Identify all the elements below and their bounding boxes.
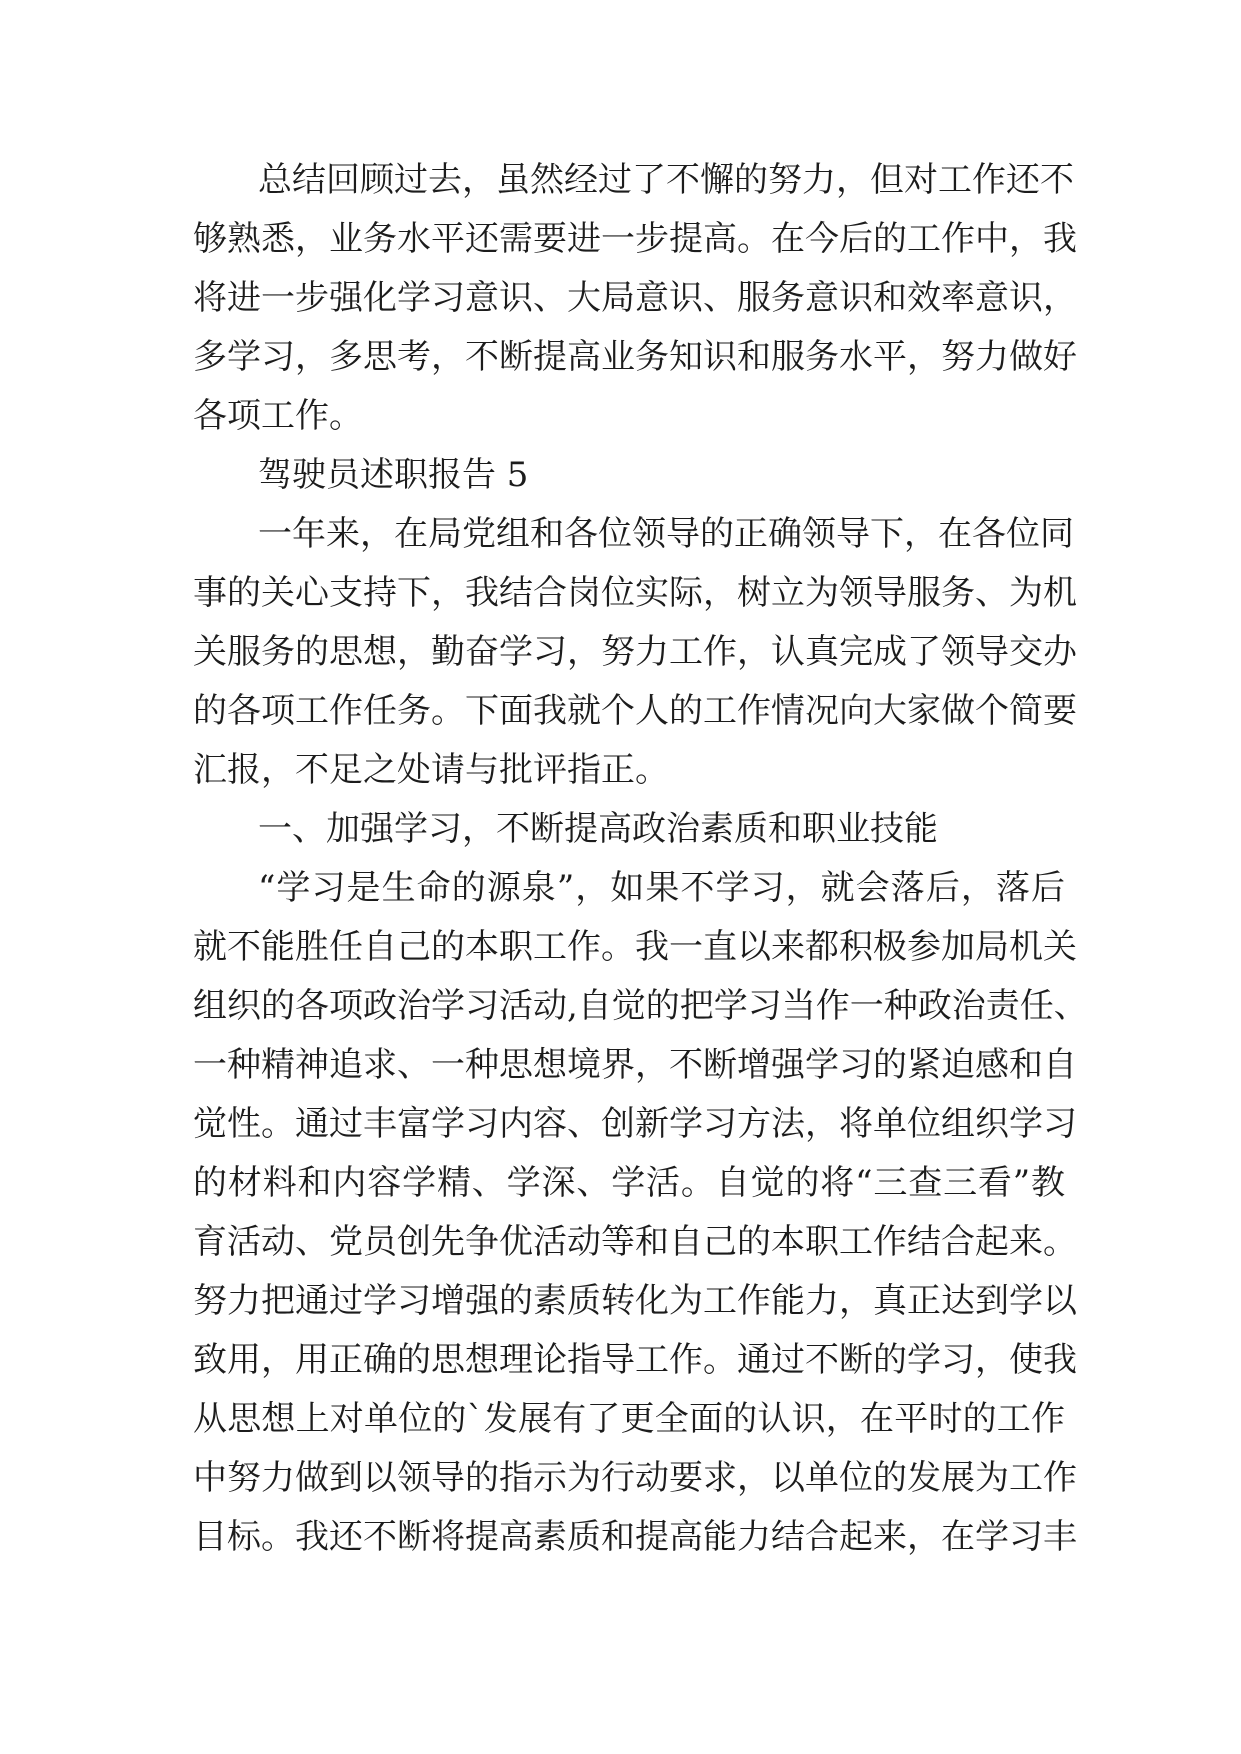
paragraph-line: 育活动、党员创先争优活动等和自己的本职工作结合起来。 bbox=[193, 1222, 1077, 1262]
paragraph-line: 总结回顾过去，虽然经过了不懈的努力，但对工作还不 bbox=[258, 160, 1074, 200]
section-heading: 驾驶员述职报告 5 bbox=[258, 455, 529, 495]
paragraph-line: 汇报，不足之处请与批评指正。 bbox=[193, 750, 669, 790]
paragraph-line: 多学习，多思考，不断提高业务知识和服务水平，努力做好 bbox=[193, 337, 1077, 377]
paragraph-line: 觉性。通过丰富学习内容、创新学习方法，将单位组织学习 bbox=[193, 1104, 1077, 1144]
paragraph-line: 事的关心支持下，我结合岗位实际，树立为领导服务、为机 bbox=[193, 573, 1077, 613]
paragraph-line: “学习是生命的源泉”，如果不学习，就会落后，落后 bbox=[258, 868, 1065, 908]
paragraph-line: 从思想上对单位的`发展有了更全面的认识，在平时的工作 bbox=[193, 1399, 1065, 1439]
paragraph-line: 中努力做到以领导的指示为行动要求，以单位的发展为工作 bbox=[193, 1458, 1077, 1498]
paragraph-line: 目标。我还不断将提高素质和提高能力结合起来，在学习丰 bbox=[193, 1517, 1077, 1557]
paragraph-line: 各项工作。 bbox=[193, 396, 363, 436]
paragraph-line: 的各项工作任务。下面我就个人的工作情况向大家做个简要 bbox=[193, 691, 1077, 731]
paragraph-line: 关服务的思想，勤奋学习，努力工作，认真完成了领导交办 bbox=[193, 632, 1077, 672]
subsection-heading: 一、加强学习，不断提高政治素质和职业技能 bbox=[258, 809, 938, 849]
paragraph-line: 够熟悉，业务水平还需要进一步提高。在今后的工作中，我 bbox=[193, 219, 1077, 259]
paragraph-line: 致用，用正确的思想理论指导工作。通过不断的学习，使我 bbox=[193, 1340, 1077, 1380]
paragraph-line: 努力把通过学习增强的素质转化为工作能力，真正达到学以 bbox=[193, 1281, 1077, 1321]
paragraph-line: 的材料和内容学精、学深、学活。自觉的将“三查三看”教 bbox=[193, 1163, 1065, 1203]
paragraph-line: 一年来，在局党组和各位领导的正确领导下，在各位同 bbox=[258, 514, 1074, 554]
paragraph-line: 一种精神追求、一种思想境界，不断增强学习的紧迫感和自 bbox=[193, 1045, 1077, 1085]
paragraph-line: 将进一步强化学习意识、大局意识、服务意识和效率意识， bbox=[193, 278, 1077, 318]
paragraph-line: 就不能胜任自己的本职工作。我一直以来都积极参加局机关 bbox=[193, 927, 1077, 967]
paragraph-line: 组织的各项政治学习活动,自觉的把学习当作一种政治责任、 bbox=[193, 986, 1088, 1026]
